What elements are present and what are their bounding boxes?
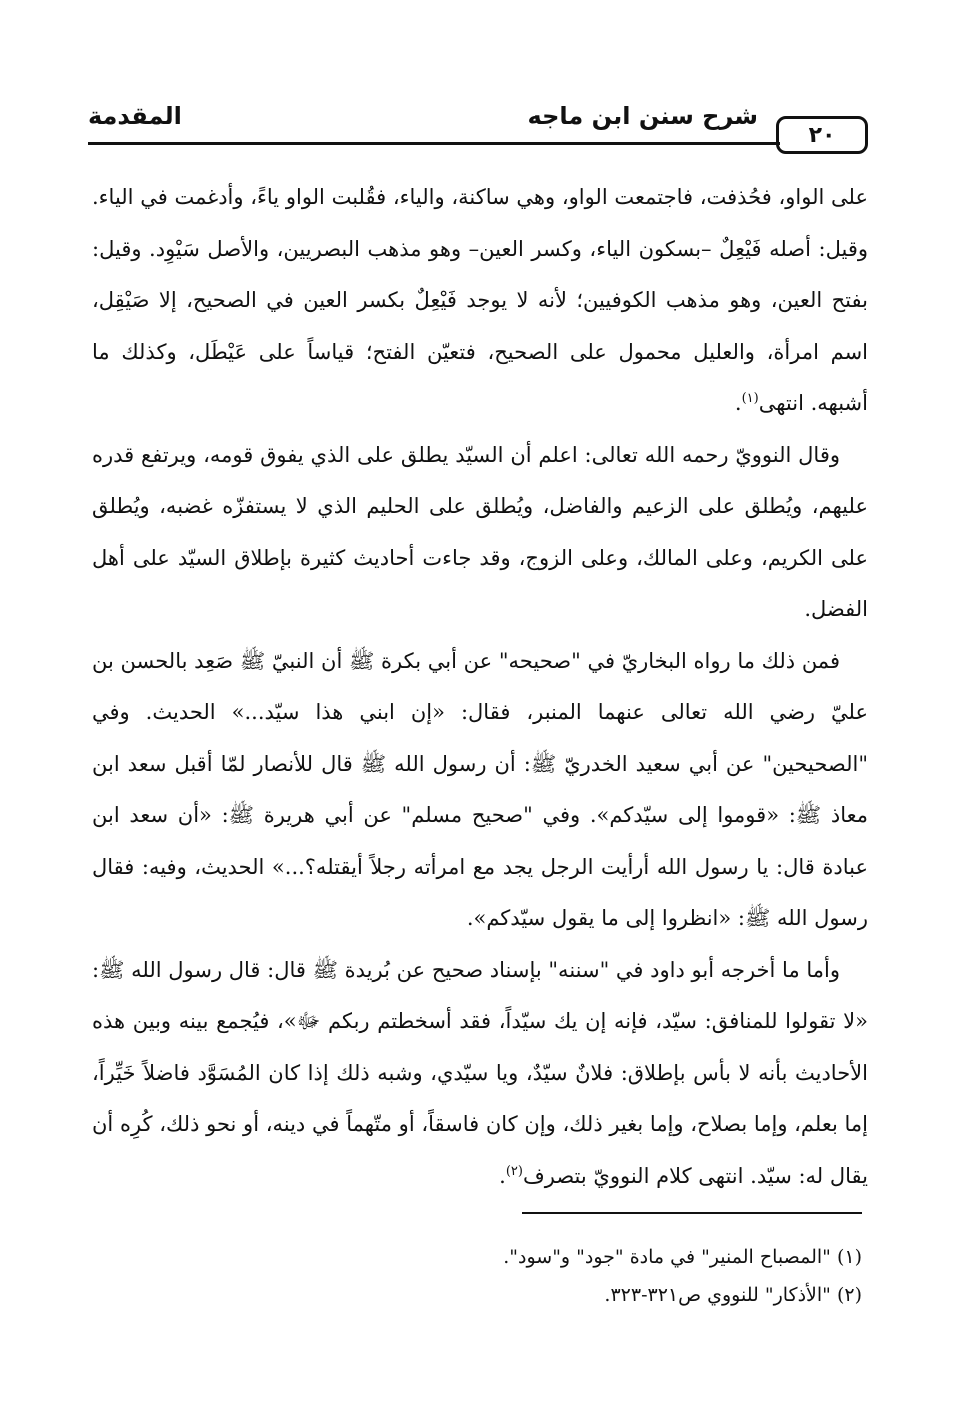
paragraph-4-text: وأما ما أخرجه أبو داود في "سننه" بإسناد صحيح عن بُريدة ﷺ قال: قال رسول الله ﷺ: «لا تقولوا للمنافق: سيّد، فإنه إن يك سيّداً، فقد أسخطتم ربكم ﷻ»، فيُجمع بينه وبين هذه الأحاديث بأنه لا بأس بإطلاق: فلانٌ سيّدٌ، ويا سيّدي، وشبه ذلك إذا كان المُسَوَّد فاضلاً خَيِّراً، إما بعلم، وإما بصلاح، وإما بغير ذلك، وإن كان فاسقاً، أو متّهماً في دينه، أو نحو ذلك، كُرِه أن يقال له: سيّد. انتهى كلام النوويّ بتصرف bbox=[92, 957, 868, 1188]
header-rule bbox=[88, 142, 780, 145]
paragraph-4-end: . bbox=[499, 1163, 506, 1188]
page-header bbox=[88, 98, 868, 158]
main-text bbox=[92, 172, 868, 1202]
paragraph-4 bbox=[92, 945, 868, 1203]
footnotes bbox=[86, 1238, 862, 1314]
page-number: ٢٠ bbox=[776, 116, 868, 154]
paragraph-1-end: . bbox=[734, 391, 742, 415]
section-title: المقدمة bbox=[88, 102, 182, 130]
footnote-ref-1: (١) bbox=[741, 391, 759, 406]
paragraph-1 bbox=[92, 172, 868, 430]
book-title: شرح سنن ابن ماجه bbox=[527, 102, 758, 130]
footnote-rule bbox=[522, 1212, 862, 1214]
paragraph-2: وقال النوويّ رحمه الله تعالى: اعلم أن السيّد يطلق على الذي يفوق قومه، ويرتفع قدره عليهم، ويُطلق على الزعيم والفاضل، ويُطلق على الحليم الذي لا يستفزّه غضبه، ويُطلق على الكريم، وعلى المالك، وعلى الزوج، وقد جاءت أحاديث كثيرة بإطلاق السيّد على أهل الفضل. bbox=[92, 442, 868, 621]
footnote-2: (٢) "الأذكار" للنووي ص٣٢١-٣٢٣. bbox=[604, 1284, 862, 1306]
footnote-ref-2: (٢) bbox=[505, 1163, 523, 1179]
paragraph-3: فمن ذلك ما رواه البخاريّ في "صحيحه" عن أبي بكرة ﷺ أن النبيّ ﷺ صَعِد بالحسن بن عليّ رضي الله تعالى عنهما المنبر، فقال: «إن ابني هذا سيّد...» الحديث. وفي "الصحيحين" عن أبي سعيد الخدريّ ﷺ: أن رسول الله ﷺ قال للأنصار لمّا أقبل سعد ابن معاذ ﷺ: «قوموا إلى سيّدكم». وفي "صحيح مسلم" عن أبي هريرة ﷺ: «أن سعد ابن عبادة قال: يا رسول الله أرأيت الرجل يجد مع امرأته رجلاً أيقتله؟...» الحديث، وفيه: فقال رسول الله ﷺ: «انظروا إلى ما يقول سيّدكم». bbox=[92, 648, 868, 930]
paragraph-1-text: على الواو، فحُذفت، فاجتمعت الواو، وهي ساكنة، والياء، فقُلبت الواو ياءً، وأدغمت في الياء. وقيل: أصله فَيْعِلٌ –بسكون الياء، وكسر العين– وهو مذهب البصريين، والأصل سَيْوِد. وقيل: بفتح العين، وهو مذهب الكوفيين؛ لأنه لا يوجد فَيْعِلٌ بكسر العين في الصحيح، إلا صَيْقِل، اسم امرأة، والعليل محمول على الصحيح، فتعيّن الفتح؛ قياساً على عَيْطَل، وكذلك ما أشبهه. انتهى bbox=[92, 185, 868, 415]
footnote-1: (١) "المصباح المنير" في مادة "جود" و"سود". bbox=[503, 1246, 862, 1268]
